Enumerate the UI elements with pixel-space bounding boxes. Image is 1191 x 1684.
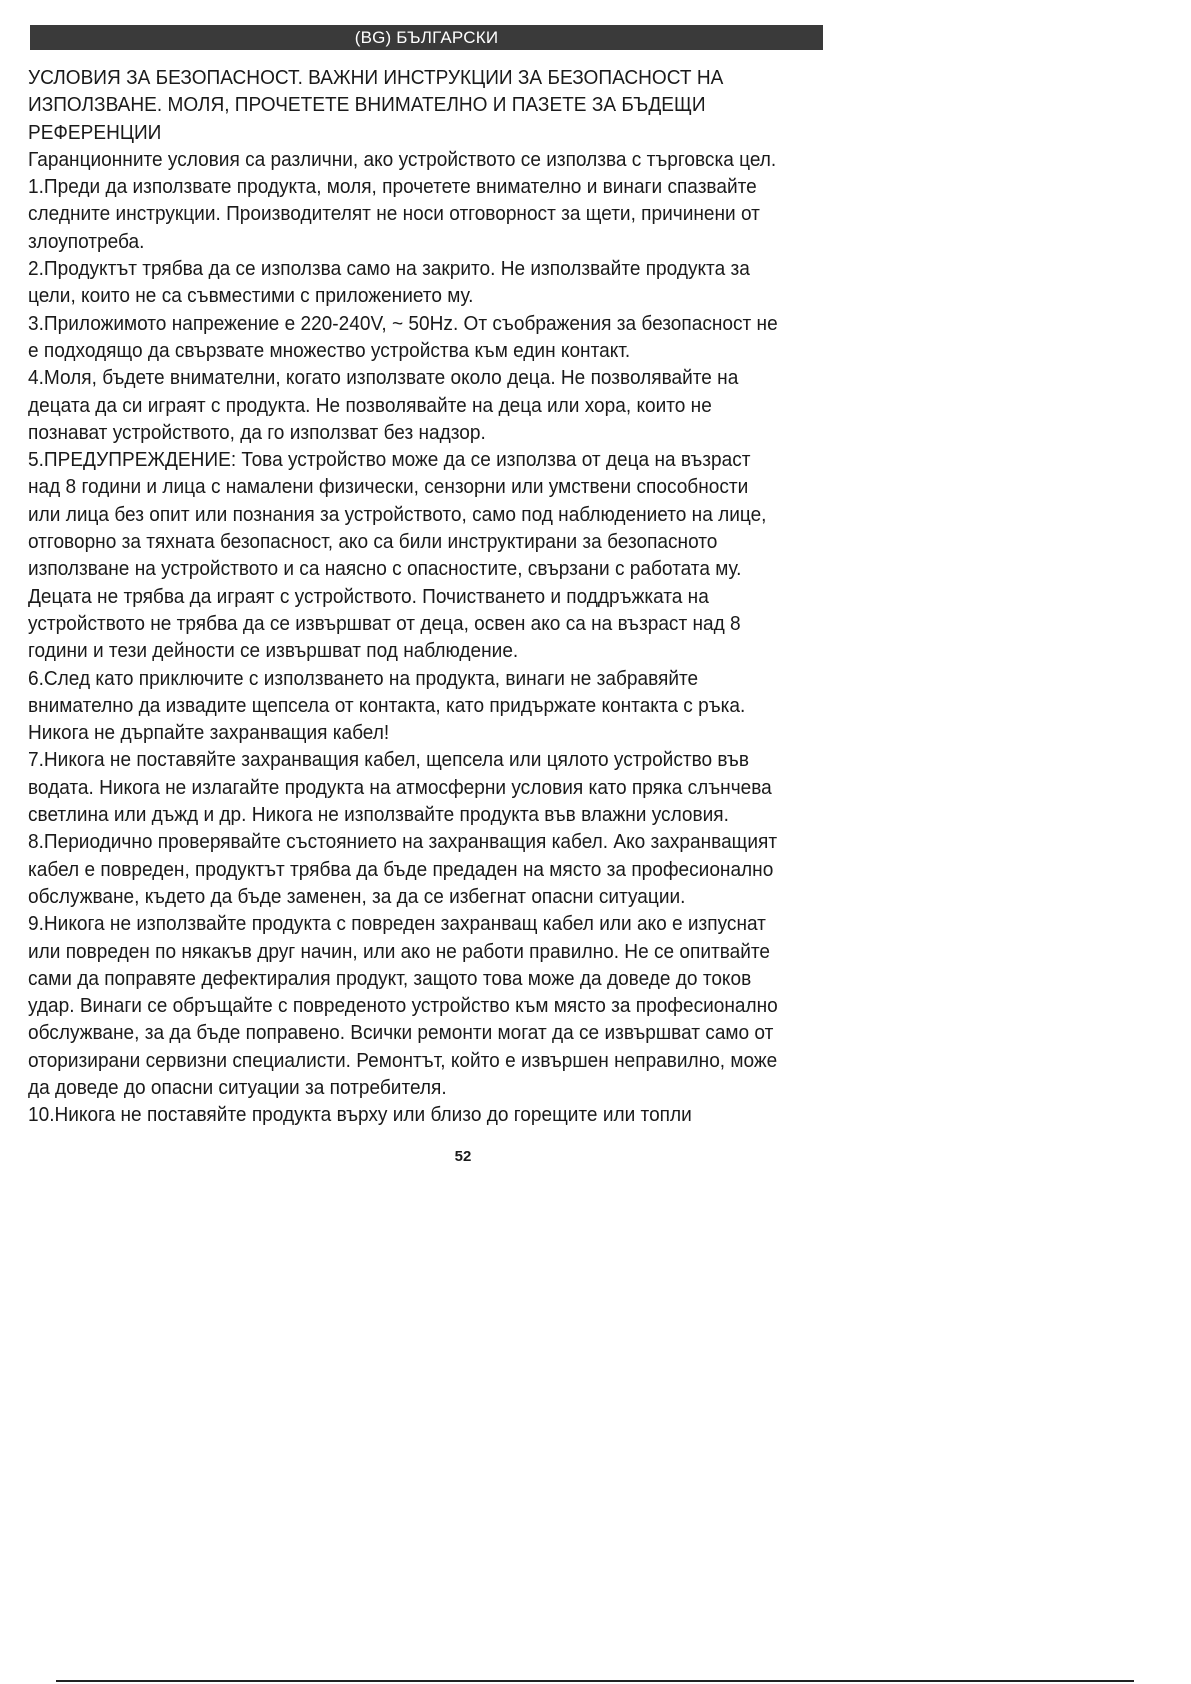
instruction-item-2: 2.Продуктът трябва да се използва само на закрито. Не използвайте продукта за цели, които не са съвместими с приложението му. [28, 257, 750, 308]
instruction-item-1: 1.Преди да използвате продукта, моля, прочетете внимателно и винаги спазвайте следните инструкции. Производителят не носи отговорност за щети, причинени от злоупотреба. [28, 175, 760, 253]
instruction-item-8: 8.Периодично проверявайте състоянието на захранващия кабел. Ако захранващият кабел е повреден, продуктът трябва да бъде предаден на място за професионално обслужване, където да бъде заменен, за да се избегнат опасни ситуации. [28, 830, 778, 908]
instruction-item-9: 9.Никога не използвайте продукта с повреден захранващ кабел или ако е изпуснат или повреден по някакъв друг начин, или ако не работи правилно. Не се опитвайте сами да поправяте дефектиралия продукт, защото това може да доведе до токов удар. Винаги се обръщайте с повреденото устройство към място за професионално обслужване, за да бъде поправено. Всички ремонти могат да се извършват само от оторизирани сервизни специалисти. Ремонтът, който е извършен неправилно, може да доведе до опасни ситуации за потребителя. [28, 912, 778, 1099]
page-number: 52 [454, 1148, 472, 1165]
instruction-item-4: 4.Моля, бъдете внимателни, когато използвате около деца. Не позволявайте на децата да си играят с продукта. Не позволявайте на деца или хора, които не познават устройството, да го използват без надзор. [28, 366, 739, 444]
document-title: УСЛОВИЯ ЗА БЕЗОПАСНОСТ. ВАЖНИ ИНСТРУКЦИИ ЗА БЕЗОПАСНОСТ НА ИЗПОЛЗВАНЕ. МОЛЯ, ПРОЧЕТЕТЕ ВНИМАТЕЛНО И ПАЗЕТЕ ЗА БЪДЕЩИ РЕФЕРЕНЦИИ [28, 66, 724, 144]
instruction-item-10: 10.Никога не поставяйте продукта върху или близо до горещите или топли [28, 1103, 692, 1127]
instruction-item-5: 5.ПРЕДУПРЕЖДЕНИЕ: Това устройство може да се използва от деца на възраст над 8 години и лица с намалени физически, сензорни или умствени способности или лица без опит или познания за устройството, само под наблюдението на лице, отговорно за тяхната безопасност, ако са били инструктирани за безопасното използване на устройството и са наясно с опасностите, свързани с работата му. Децата не трябва да играят с устройството. Почистването и поддръжката на устройството не трябва да се извършват от деца, освен ако са на възраст над 8 години и тези дейности се извършват под наблюдение. [28, 448, 767, 663]
language-header-bar: (BG) БЪЛГАРСКИ [30, 25, 823, 50]
warranty-note: Гаранционните условия са различни, ако устройството се използва с търговска цел. [28, 147, 777, 171]
bottom-divider [56, 1680, 1134, 1682]
instruction-item-6: 6.След като приключите с използването на продукта, винаги не забравяйте внимателно да извадите щепсела от контакта, като придържате контакта с ръка. Никога не дърпайте захранващия кабел! [28, 666, 746, 745]
instruction-item-3: 3.Приложимото напрежение е 220-240V, ~ 50Hz. От съображения за безопасност не е подходящо да свързвате множество устройства към един контакт. [28, 311, 778, 362]
safety-instructions [28, 64, 783, 1129]
instruction-item-7: 7.Никога не поставяйте захранващия кабел, щепсела или цялото устройство във водата. Никога не излагайте продукта на атмосферни условия като пряка слънчева светлина или дъжд и др. Никога не използвайте продукта във влажни условия. [28, 748, 772, 827]
